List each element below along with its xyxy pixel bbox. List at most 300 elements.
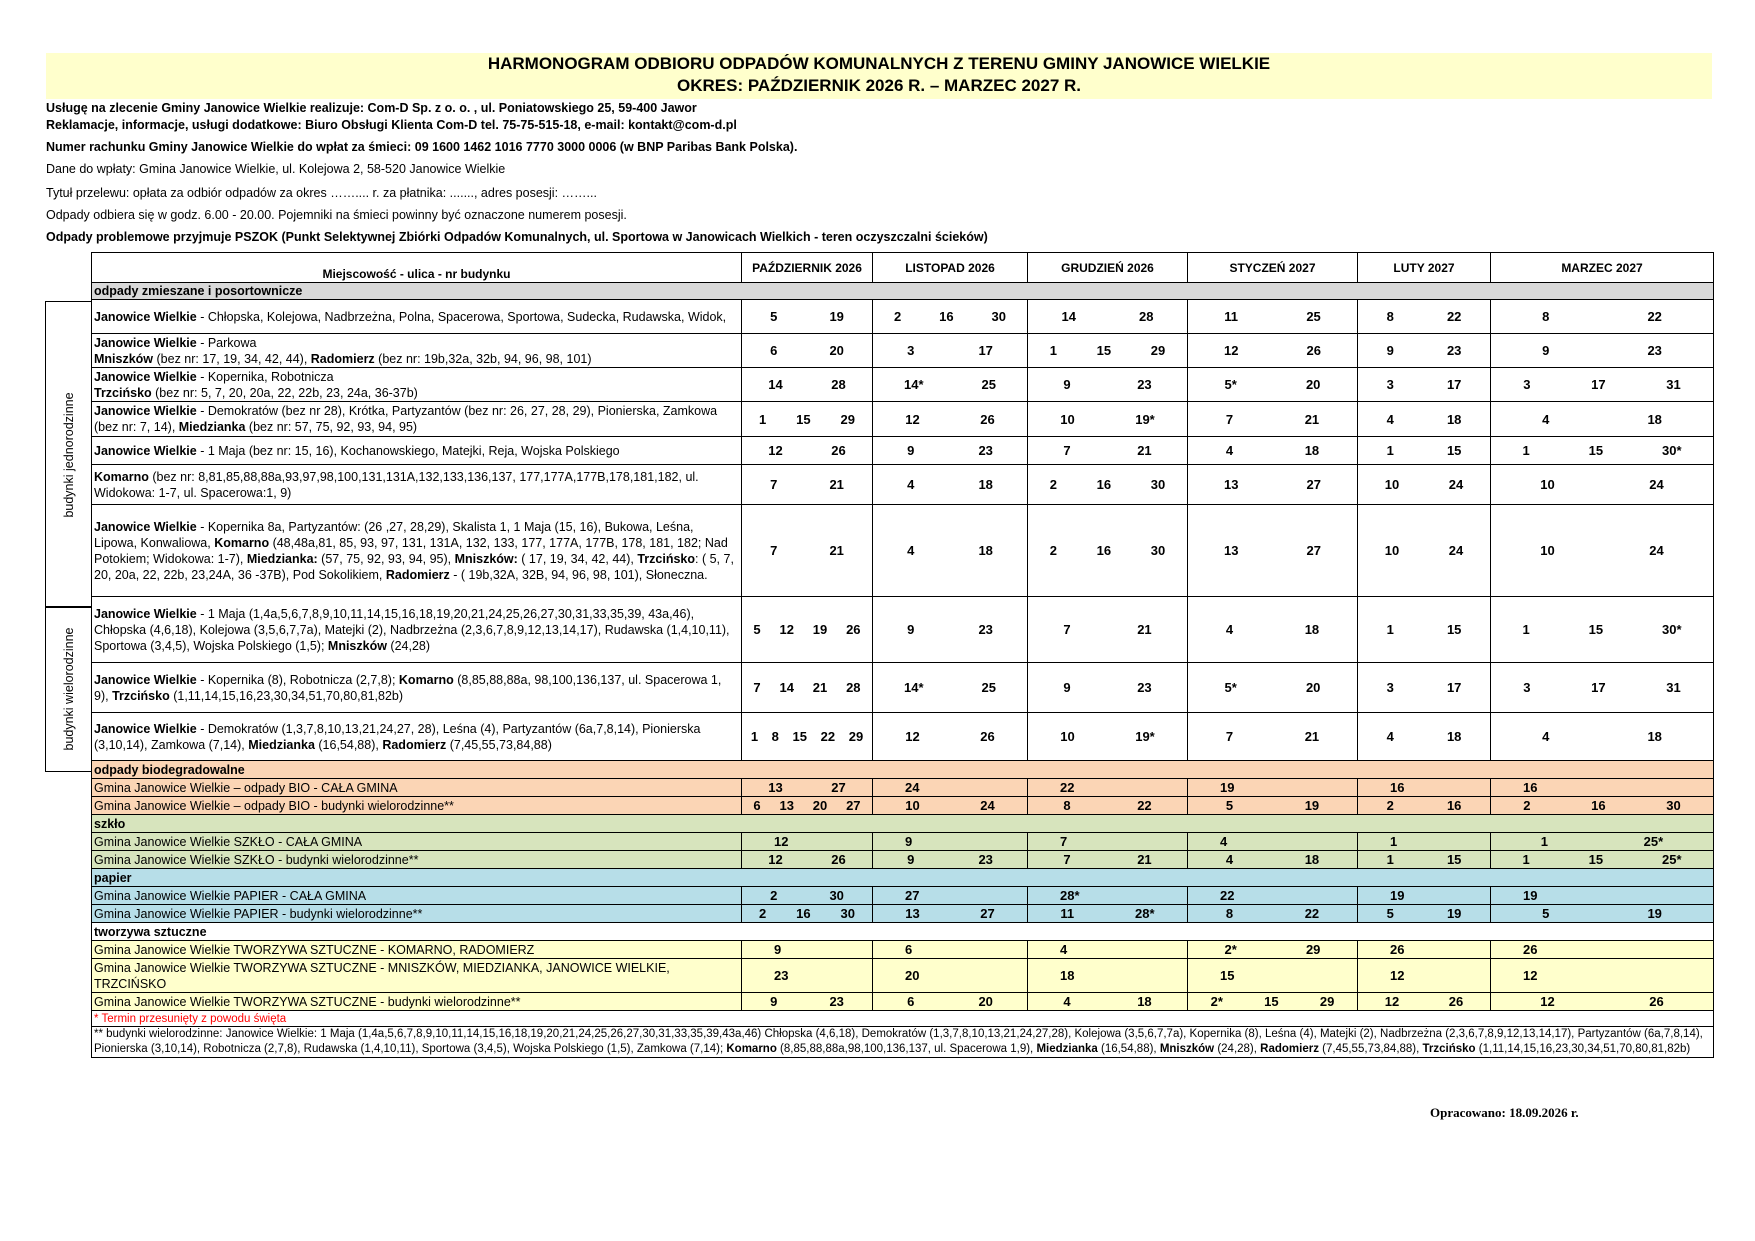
pickup-date: 19 (1446, 906, 1462, 921)
section-title: papier (92, 869, 1714, 887)
pickup-date: 26 (1390, 942, 1405, 957)
pickup-date: 8 (1386, 309, 1394, 324)
pickup-date: 2 (1386, 798, 1394, 813)
pickup-date: 18 (1137, 994, 1152, 1009)
month-cell (742, 797, 873, 815)
month-cell (1188, 905, 1358, 923)
location-cell: Gmina Janowice Wielkie SZKŁO - CAŁA GMINA (92, 833, 742, 851)
month-cell (1491, 368, 1714, 402)
pickup-date: 2 (1523, 798, 1531, 813)
month-cell (1491, 465, 1714, 505)
pickup-date: 4 (907, 543, 915, 558)
pickup-date: 29 (1319, 994, 1335, 1009)
pickup-date: 10 (1540, 543, 1555, 558)
pickup-date: 10 (1060, 411, 1075, 427)
location-cell: Janowice Wielkie - 1 Maja (1,4a,5,6,7,8,9,10,11,14,15,16,18,19,20,21,24,25,26,27,30,31,33,35,39, 43a,46), Chłopska (4,6,18), Kolejowa (3,5,6,7,7a), Matejki (2), Nadbrzeżna (2,3,6,7,8,9,12,13,14,17), Rudawska (1,4,10,11), Sportowa (3,4,5), Wojska Polskiego (1,5); Mniszków (24,28) (92, 597, 742, 663)
pickup-date: 20 (1305, 377, 1321, 392)
pickup-date: 22 (1220, 888, 1235, 903)
month-cell (742, 713, 873, 761)
pickup-date: 1 (1386, 852, 1394, 867)
month-cell (1491, 300, 1714, 334)
month-cell (1358, 505, 1491, 597)
pickup-date: 26 (831, 852, 846, 867)
header-banner (46, 53, 1712, 99)
month-cell (1188, 993, 1358, 1011)
pickup-date: 31 (1666, 680, 1681, 695)
pickup-date: 6 (753, 798, 761, 813)
pickup-date: 4 (1542, 411, 1550, 427)
pickup-date: 18 (1647, 729, 1662, 744)
footnote-row (92, 1027, 1714, 1058)
pickup-date: 15 (1446, 443, 1462, 458)
month-cell (742, 402, 873, 437)
section-title: odpady zmieszane i posortownicze (92, 283, 1714, 300)
pickup-date: 24 (1448, 543, 1464, 558)
table-row (92, 993, 1714, 1011)
pickup-date: 4 (1220, 834, 1228, 849)
pickup-date: 4 (1386, 729, 1394, 744)
pickup-date: 24 (905, 780, 920, 795)
pickup-date: 5* (1224, 680, 1237, 695)
table-row (92, 713, 1714, 761)
pickup-date: 1 (1522, 622, 1530, 637)
pickup-date: 2* (1210, 994, 1223, 1009)
pickup-date: 25 (981, 680, 996, 695)
location-cell: Komarno (bez nr: 8,81,85,88,88a,93,97,98,100,131,131A,132,133,136,137, 177,177A,177B,178,181,182, ul. Widokowa: 1-7, ul. Spacerowa:1, 9) (92, 465, 742, 505)
schedule-table (91, 252, 1714, 1058)
col-header-month: LISTOPAD 2026 (873, 253, 1028, 283)
pickup-date: 7 (1060, 834, 1068, 849)
pickup-date: 15 (792, 729, 807, 744)
pickup-date: 19 (1390, 888, 1405, 903)
month-cell (1188, 334, 1358, 368)
location-cell: Gmina Janowice Wielkie SZKŁO - budynki wielorodzinne** (92, 851, 742, 869)
pickup-date: 16 (1096, 543, 1112, 558)
month-cell (1188, 402, 1358, 437)
month-cell (1491, 597, 1714, 663)
holiday-note: * Termin przesunięty z powodu święta (92, 1011, 1714, 1027)
pickup-date: 7 (1063, 622, 1071, 637)
table-row (92, 300, 1714, 334)
pickup-date: 6 (770, 343, 778, 358)
pickup-date: 16 (939, 309, 954, 324)
pickup-date: 26 (831, 443, 846, 458)
col-header-month: GRUDZIEŃ 2026 (1028, 253, 1188, 283)
pickup-date: 18 (1304, 622, 1320, 637)
pickup-date: 1 (1522, 443, 1530, 458)
pickup-date: 29 (1305, 942, 1321, 957)
pickup-date: 12 (905, 411, 920, 427)
month-cell (742, 959, 873, 993)
pickup-date: 1 (1386, 622, 1394, 637)
section-title: odpady biodegradowalne (92, 761, 1714, 779)
pickup-date: 21 (829, 543, 844, 558)
info-payment-data: Dane do wpłaty: Gmina Janowice Wielkie, ul. Kolejowa 2, 58-520 Janowice Wielkie (46, 162, 506, 176)
pickup-date: 26 (1306, 343, 1321, 358)
location-cell: Gmina Janowice Wielkie TWORZYWA SZTUCZNE - MNISZKÓW, MIEDZIANKA, JANOWICE WIELKIE, TRZCIŃSKO (92, 959, 742, 993)
pickup-date: 17 (1446, 680, 1462, 695)
month-cell (1491, 402, 1714, 437)
pickup-date: 22 (1060, 780, 1075, 795)
pickup-date: 9 (1386, 343, 1394, 358)
table-header-row (92, 253, 1714, 283)
month-cell (873, 905, 1028, 923)
month-cell (1028, 993, 1188, 1011)
pickup-date: 24 (1649, 543, 1664, 558)
month-cell (873, 597, 1028, 663)
col-header-month: STYCZEŃ 2027 (1188, 253, 1358, 283)
table-row (92, 905, 1714, 923)
month-cell (1188, 368, 1358, 402)
table-row (92, 779, 1714, 797)
pickup-date: 20 (1305, 680, 1321, 695)
month-cell (1358, 437, 1491, 465)
month-cell (742, 300, 873, 334)
pickup-date: 12 (1540, 994, 1555, 1009)
month-cell (873, 713, 1028, 761)
table-row (92, 437, 1714, 465)
pickup-date: 16 (1390, 780, 1405, 795)
month-cell (873, 663, 1028, 713)
section-row-plastic (92, 923, 1714, 941)
pickup-date: 10 (1060, 729, 1075, 744)
pickup-date: 9 (907, 443, 915, 458)
table-row (92, 597, 1714, 663)
month-cell (1358, 959, 1491, 993)
pickup-date: 23 (1137, 377, 1152, 392)
pickup-date: 26 (980, 411, 995, 427)
pickup-date: 14 (779, 680, 794, 695)
month-cell (1188, 941, 1358, 959)
pickup-date: 27 (1306, 543, 1321, 558)
location-cell: Janowice Wielkie - Demokratów (bez nr 28), Krótka, Partyzantów (bez nr: 26, 27, 28, 29), Pionierska, Zamkowa (bez nr: 7, 14), Miedzianka (bez nr: 57, 75, 92, 93, 94, 95) (92, 402, 742, 437)
month-cell (1358, 887, 1491, 905)
pickup-date: 15 (1096, 343, 1112, 358)
pickup-date: 18 (1647, 411, 1662, 427)
pickup-date: 15 (796, 411, 811, 427)
pickup-date: 26 (1649, 994, 1664, 1009)
pickup-date: 5 (1386, 906, 1394, 921)
pickup-date: 30 (1666, 798, 1681, 813)
pickup-date: 19 (1220, 780, 1235, 795)
side-label-multi: budynki wielorodzinne (45, 606, 91, 772)
pickup-date: 7 (1063, 443, 1071, 458)
pickup-date: 13 (905, 906, 920, 921)
pickup-date: 17 (1591, 377, 1606, 392)
location-cell: Gmina Janowice Wielkie PAPIER - budynki wielorodzinne** (92, 905, 742, 923)
pickup-date: 15 (1588, 852, 1604, 867)
month-cell (742, 465, 873, 505)
pickup-date: 3 (1386, 680, 1394, 695)
month-cell (1028, 334, 1188, 368)
month-cell (1491, 334, 1714, 368)
month-cell (742, 505, 873, 597)
month-cell (1491, 713, 1714, 761)
table-row (92, 959, 1714, 993)
pickup-date: 15 (1220, 968, 1235, 983)
col-header-month: MARZEC 2027 (1491, 253, 1714, 283)
pickup-date: 27 (905, 888, 920, 903)
pickup-date: 23 (1647, 343, 1662, 358)
pickup-date: 10 (1540, 477, 1555, 492)
pickup-date: 28* (1060, 888, 1080, 903)
month-cell (873, 402, 1028, 437)
pickup-date: 21 (812, 680, 828, 695)
pickup-date: 26 (1448, 994, 1464, 1009)
month-cell (742, 833, 873, 851)
pickup-date: 15 (1588, 622, 1604, 637)
month-cell (873, 941, 1028, 959)
location-cell: Gmina Janowice Wielkie TWORZYWA SZTUCZNE - KOMARNO, RADOMIERZ (92, 941, 742, 959)
pickup-date: 8 (771, 729, 779, 744)
pickup-date: 27 (1306, 477, 1321, 492)
pickup-date: 12 (1384, 994, 1400, 1009)
pickup-date: 4 (907, 477, 915, 492)
pickup-date: 3 (1523, 680, 1531, 695)
month-cell (1358, 597, 1491, 663)
month-cell (873, 437, 1028, 465)
pickup-date: 19 (829, 309, 844, 324)
pickup-date: 20 (829, 343, 844, 358)
month-cell (1358, 833, 1491, 851)
pickup-date: 13 (1224, 477, 1239, 492)
table-row (92, 797, 1714, 815)
pickup-date: 30* (1662, 443, 1682, 458)
month-cell (1028, 833, 1188, 851)
pickup-date: 1 (758, 411, 767, 427)
month-cell (1491, 941, 1714, 959)
month-cell (742, 368, 873, 402)
month-cell (1358, 941, 1491, 959)
month-cell (1028, 465, 1188, 505)
pickup-date: 6 (907, 994, 915, 1009)
pickup-date: 24 (1649, 477, 1664, 492)
pickup-date: 1 (750, 729, 759, 744)
pickup-date: 16 (1591, 798, 1606, 813)
pickup-date: 14 (1061, 309, 1076, 324)
month-cell (1358, 300, 1491, 334)
pickup-date: 2 (758, 906, 767, 921)
month-cell (1028, 713, 1188, 761)
month-cell (1188, 851, 1358, 869)
pickup-date: 4 (1060, 942, 1068, 957)
pickup-date: 30 (1150, 477, 1166, 492)
pickup-date: 12 (1224, 343, 1239, 358)
table-row (92, 833, 1714, 851)
pickup-date: 17 (1446, 377, 1462, 392)
pickup-date: 16 (1523, 780, 1538, 795)
pickup-date: 4 (1063, 994, 1071, 1009)
pickup-date: 5 (753, 622, 761, 637)
pickup-date: 1 (1390, 834, 1398, 849)
month-cell (1491, 833, 1714, 851)
pickup-date: 22 (1304, 906, 1320, 921)
pickup-date: 28 (831, 377, 846, 392)
month-cell (742, 334, 873, 368)
month-cell (1028, 851, 1188, 869)
pickup-date: 30 (991, 309, 1007, 324)
table-row (92, 887, 1714, 905)
pickup-date: 18 (1304, 852, 1320, 867)
info-pszok: Odpady problemowe przyjmuje PSZOK (Punkt Selektywnej Zbiórki Odpadów Komunalnych, ul. Sportowa w Janowicach Wielkich - teren oczyszczalni ścieków) (46, 230, 988, 244)
location-cell: Janowice Wielkie - Chłopska, Kolejowa, Nadbrzeżna, Polna, Spacerowa, Sportowa, Sudecka, Rudawska, Widok, (92, 300, 742, 334)
month-cell (742, 887, 873, 905)
section-title: tworzywa sztuczne (92, 923, 1714, 941)
col-header-location: Miejscowość - ulica - nr budynku (92, 253, 742, 283)
table-row (92, 334, 1714, 368)
month-cell (742, 941, 873, 959)
month-cell (873, 334, 1028, 368)
pickup-date: 29 (1150, 343, 1166, 358)
month-cell (1188, 437, 1358, 465)
pickup-date: 22 (1446, 309, 1462, 324)
pickup-date: 21 (1137, 443, 1152, 458)
col-header-month: LUTY 2027 (1358, 253, 1491, 283)
info-account: Numer rachunku Gminy Janowice Wielkie do wpłat za śmieci: 09 1600 1462 1016 7770 3000 0006 (w BNP Paribas Bank Polska). (46, 140, 798, 154)
location-cell: Gmina Janowice Wielkie PAPIER - CAŁA GMINA (92, 887, 742, 905)
pickup-date: 16 (1096, 477, 1112, 492)
month-cell (1491, 851, 1714, 869)
pickup-date: 18 (1060, 968, 1075, 983)
location-cell: Janowice Wielkie - 1 Maja (bez nr: 15, 16), Kochanowskiego, Matejki, Reja, Wojska Polskiego (92, 437, 742, 465)
pickup-date: 10 (1384, 543, 1400, 558)
location-cell: Gmina Janowice Wielkie TWORZYWA SZTUCZNE - budynki wielorodzinne** (92, 993, 742, 1011)
pickup-date: 12 (779, 622, 794, 637)
month-cell (1491, 437, 1714, 465)
pickup-date: 9 (1063, 680, 1071, 695)
month-cell (742, 993, 873, 1011)
pickup-date: 5* (1224, 377, 1237, 392)
pickup-date: 18 (978, 543, 993, 558)
pickup-date: 13 (779, 798, 794, 813)
pickup-date: 2 (1049, 477, 1058, 492)
pickup-date: 1 (1522, 852, 1530, 867)
pickup-date: 8 (1542, 309, 1550, 324)
month-cell (1188, 833, 1358, 851)
month-cell (1491, 905, 1714, 923)
pickup-date: 10 (905, 798, 920, 813)
pickup-date: 23 (829, 994, 844, 1009)
location-cell: Janowice Wielkie - Kopernika (8), Robotnicza (2,7,8); Komarno (8,85,88,88a, 98,100,136,137, ul. Spacerowa 1, 9), Trzcińsko (1,11,14,15,16,23,30,34,51,70,80,81,82b) (92, 663, 742, 713)
month-cell (1358, 663, 1491, 713)
month-cell (1188, 300, 1358, 334)
pickup-date: 21 (1137, 852, 1152, 867)
section-row-mixed (92, 283, 1714, 300)
pickup-date: 9 (1542, 343, 1550, 358)
info-complaints: Reklamacje, informacje, usługi dodatkowe: Biuro Obsługi Klienta Com-D tel. 75-75-515-18, e-mail: kontakt@com-d.pl (46, 118, 737, 132)
prepared-date: Opracowano: 18.09.2026 r. (1430, 1105, 1579, 1120)
month-cell (1358, 334, 1491, 368)
pickup-date: 19 (1304, 798, 1320, 813)
month-cell (1358, 402, 1491, 437)
month-cell (1028, 887, 1188, 905)
pickup-date: 19* (1135, 411, 1155, 427)
month-cell (1028, 437, 1188, 465)
month-cell (1358, 993, 1491, 1011)
location-cell: Gmina Janowice Wielkie – odpady BIO - CAŁA GMINA (92, 779, 742, 797)
pickup-date: 2 (1049, 543, 1058, 558)
table-row (92, 851, 1714, 869)
multi-building-footnote: ** budynki wielorodzinne: Janowice Wielkie: 1 Maja (1,4a,5,6,7,8,9,10,11,14,15,16,18,19,20,21,24,25,26,27,30,31,33,35,39,43a,46) Chłopska (4,6,18), Demokratów (1,3,7,8,10,13,21,24,27,28), Kolejowa (3,5,6,7,7a), Kopernika (8), Leśna (4), Matejki (2), Nadbrzeżna (2,3,6,7,8,9,12,13,14,17), Partyzantów (6a,7,8,14), Pionierska (3,10,14), Robotnicza (2,7,8), Rudawska (1,4,10,11), Sportowa (3,4,5), Wojska Polskiego (1,5), Zamkowa (7,14); Komarno (8,85,88,88a,98,100,136,137, ul. Spacerowa 1,9), Miedzianka (16,54,88), Mniszków (24,28), Radomierz (7,45,55,73,84,88), Trzcińsko (1,11,14,15,16,23,30,34,51,70,80,81,82b) (92, 1027, 1714, 1058)
pickup-date: 19 (812, 622, 828, 637)
side-label-single: budynki jednorodzinne (45, 301, 91, 608)
pickup-date: 27 (846, 798, 861, 813)
pickup-date: 15 (1446, 622, 1462, 637)
pickup-date: 12 (1390, 968, 1405, 983)
location-cell: Janowice Wielkie - Parkowa Mniszków (bez nr: 17, 19, 34, 42, 44), Radomierz (bez nr: 19b,32a, 32b, 94, 96, 98, 101) (92, 334, 742, 368)
month-cell (1188, 797, 1358, 815)
pickup-date: 27 (980, 906, 995, 921)
month-cell (1028, 779, 1188, 797)
pickup-date: 2* (1224, 942, 1237, 957)
pickup-date: 7 (770, 477, 778, 492)
pickup-date: 12 (768, 443, 783, 458)
pickup-date: 2 (893, 309, 902, 324)
pickup-date: 9 (907, 622, 915, 637)
pickup-date: 4 (1386, 411, 1394, 427)
pickup-date: 17 (1591, 680, 1606, 695)
month-cell (1028, 597, 1188, 663)
month-cell (1188, 597, 1358, 663)
table-row (92, 505, 1714, 597)
section-row-paper (92, 869, 1714, 887)
month-cell (1491, 797, 1714, 815)
pickup-date: 22 (1647, 309, 1662, 324)
pickup-date: 21 (829, 477, 844, 492)
month-cell (1491, 993, 1714, 1011)
month-cell (873, 465, 1028, 505)
pickup-date: 15 (1446, 852, 1462, 867)
pickup-date: 24 (980, 798, 995, 813)
pickup-date: 21 (1304, 729, 1320, 744)
page-subtitle: OKRES: PAŹDZIERNIK 2026 R. – MARZEC 2027 R. (677, 76, 1081, 95)
section-row-glass (92, 815, 1714, 833)
month-cell (1188, 713, 1358, 761)
month-cell (1028, 300, 1188, 334)
pickup-date: 27 (831, 780, 846, 795)
pickup-date: 23 (1137, 680, 1152, 695)
section-title: szkło (92, 815, 1714, 833)
month-cell (1028, 797, 1188, 815)
pickup-date: 23 (978, 852, 993, 867)
pickup-date: 31 (1666, 377, 1681, 392)
pickup-date: 26 (846, 622, 861, 637)
info-transfer-title: Tytuł przelewu: opłata za odbiór odpadów za okres …….... r. za płatnika: ......., adres posesji: ……... (46, 186, 597, 200)
table-row (92, 402, 1714, 437)
pickup-date: 29 (840, 411, 856, 427)
month-cell (873, 797, 1028, 815)
month-cell (1028, 402, 1188, 437)
pickup-date: 13 (768, 780, 783, 795)
month-cell (742, 663, 873, 713)
pickup-date: 30 (829, 888, 844, 903)
pickup-date: 5 (1225, 798, 1234, 813)
pickup-date: 23 (978, 622, 993, 637)
pickup-date: 29 (848, 729, 864, 744)
pickup-date: 9 (907, 852, 915, 867)
pickup-date: 23 (978, 443, 993, 458)
pickup-date: 15 (1588, 443, 1604, 458)
pickup-date: 18 (1304, 443, 1320, 458)
pickup-date: 20 (978, 994, 993, 1009)
month-cell (742, 905, 873, 923)
month-cell (1188, 779, 1358, 797)
pickup-date: 12 (774, 834, 789, 849)
pickup-date: 30* (1662, 622, 1682, 637)
pickup-date: 14* (904, 377, 924, 392)
month-cell (1188, 505, 1358, 597)
pickup-date: 5 (770, 309, 778, 324)
